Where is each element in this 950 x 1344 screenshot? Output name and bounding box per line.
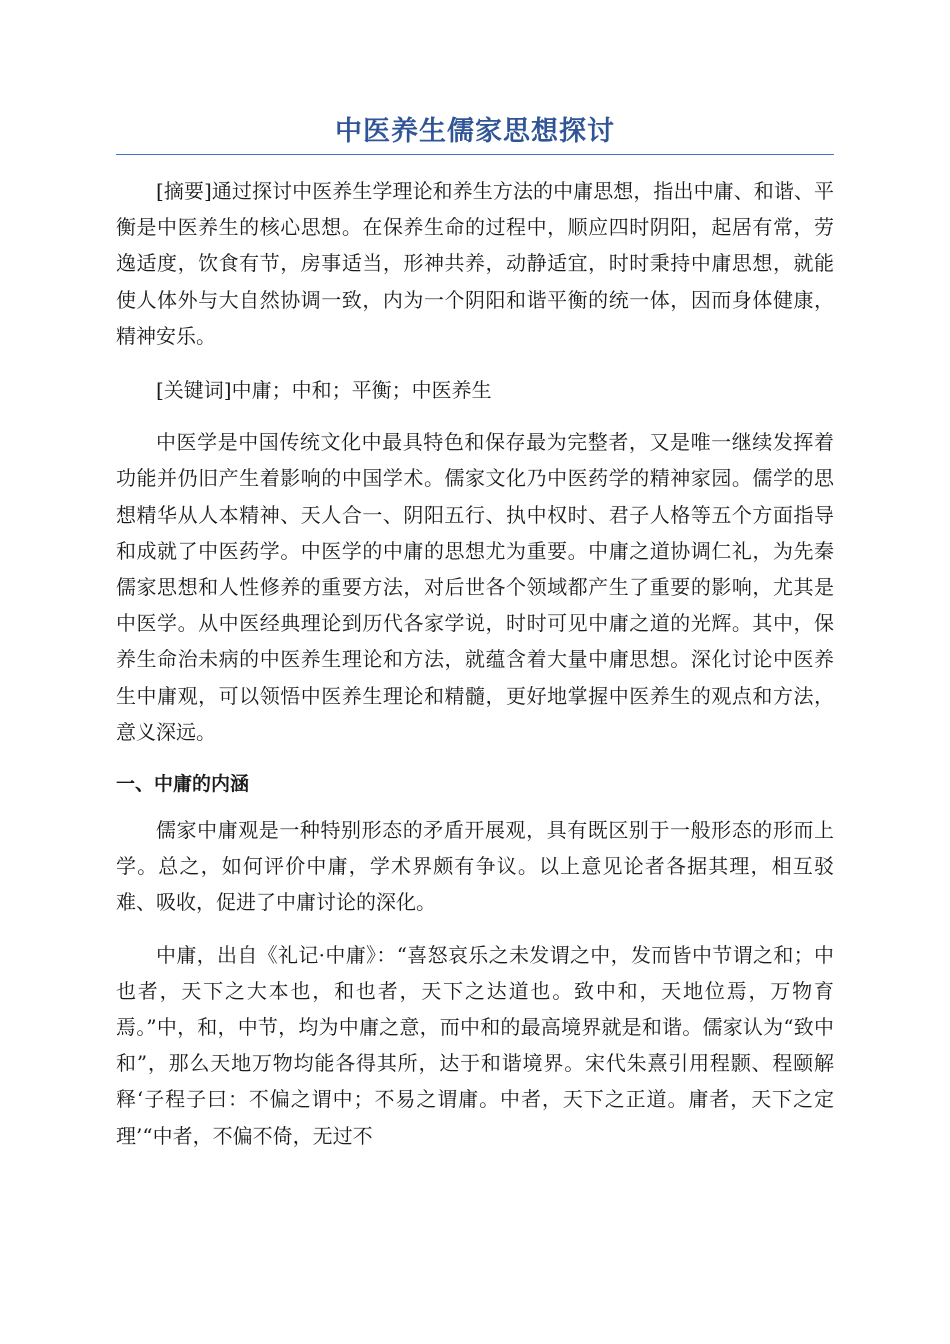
abstract-paragraph: [摘要]通过探讨中医养生学理论和养生方法的中庸思想，指出中庸、和谐、平衡是中医养生的核心思想。在保养生命的过程中，顺应四时阴阳，起居有常，劳逸适度，饮食有节，房事适当，形神共养，动静适宜，时时秉持中庸思想，就能使人体外与大自然协调一致，内为一个阴阳和谐平衡的统一体，因而身体健康，精神安乐。 — [116, 179, 834, 348]
section-heading: 一、中庸的内涵 — [116, 773, 250, 796]
document-page — [116, 112, 834, 1154]
intro-paragraph: 中医学是中国传统文化中最具特色和保存最为完整者，又是唯一继续发挥着功能并仍旧产生着影响的中国学术。儒家文化乃中医药学的精神家园。儒学的思想精华从人本精神、天人合一、阴阳五行、执中权时、君子人格等五个方面指导和成就了中医药学。中医学的中庸的思想尤为重要。中庸之道协调仁礼，为先秦儒家思想和人性修养的重要方法，对后世各个领域都产生了重要的影响，尤其是中医学。从中医经典理论到历代各家学说，时时可见中庸之道的光辉。其中，保养生命治未病的中医养生理论和方法，就蕴含着大量中庸思想。深化讨论中医养生中庸观，可以领悟中医养生理论和精髓，更好地掌握中医养生的观点和方法，意义深远。 — [116, 430, 834, 744]
section-paragraph-1: 儒家中庸观是一种特别形态的矛盾开展观，具有既区别于一般形态的形而上学。总之，如何评价中庸，学术界颇有争议。以上意见论者各据其理，相互驳难、吸收，促进了中庸讨论的深化。 — [116, 818, 834, 915]
section-paragraph-2: 中庸，出自《礼记·中庸》：“喜怒哀乐之未发谓之中，发而皆中节谓之和；中也者，天下之大本也，和也者，天下之达道也。致中和，天地位焉，万物育焉。”中，和，中节，均为中庸之意，而中和的最高境界就是和谐。儒家认为“致中和”，那么天地万物均能各得其所，达于和谐境界。宋代朱熹引用程颢、程颐解释‘子程子曰：不偏之谓中；不易之谓庸。中者，天下之正道。庸者，天下之定理’“中者，不偏不倚，无过不 — [116, 942, 834, 1148]
document-title: 中医养生儒家思想探讨 — [116, 112, 834, 155]
keywords-paragraph: [关键词]中庸；中和；平衡；中医养生 — [156, 378, 492, 403]
